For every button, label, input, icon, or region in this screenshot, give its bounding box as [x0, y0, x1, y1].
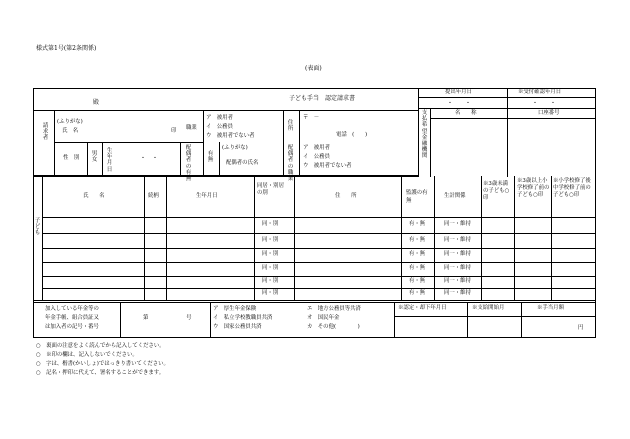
pension-option-e[interactable]: エ 地方公務員等共済 — [307, 306, 361, 312]
col-child-address: 住 所 — [335, 193, 357, 199]
sex-values[interactable]: 男女 — [91, 151, 98, 164]
sex-label: 性 別 — [63, 155, 80, 161]
row1-custody[interactable]: 有・無 — [409, 221, 426, 227]
phone-label[interactable]: 電話 ( ) — [336, 132, 368, 138]
row3-livelihood[interactable]: 同一・維持 — [444, 251, 471, 257]
addressee-label: 殿 — [93, 99, 100, 106]
row6-livelihood[interactable]: 同一・維持 — [444, 290, 471, 296]
bank-name-label: 名 称 — [455, 110, 477, 116]
col-child-name: 氏 名 — [83, 193, 105, 199]
pension-option-ka[interactable]: カ その他( ) — [307, 324, 360, 330]
pension-label-line3: は加入者の記号・番号 — [45, 324, 99, 330]
claimant-furigana-label: (ふりがな) — [57, 119, 83, 125]
monthly-amount-label: ※手当月額 — [537, 305, 564, 311]
pension-label-line1: 加入している年金等の — [45, 306, 99, 312]
row2-custody[interactable]: 有・無 — [409, 237, 426, 243]
claimant-name-label: 氏 名 — [62, 128, 79, 134]
form-side-label: (表面) — [305, 65, 322, 72]
pension-number-field[interactable]: 第 号 — [143, 315, 192, 321]
row3-custody[interactable]: 有・無 — [409, 251, 426, 257]
submit-date-value[interactable]: ・ ・ — [447, 100, 472, 107]
form-number: 様式第1号(第2条関係) — [36, 45, 97, 52]
col-livelihood: 生計関係 — [444, 193, 466, 199]
row6-cohabit[interactable]: 同・別 — [262, 290, 279, 296]
claimant-occupation-option-u[interactable]: ウ 被用者でない者 — [206, 133, 255, 139]
col-birth-date: 生年月日 — [196, 193, 218, 199]
payment-start-label: ※支給開始月 — [472, 305, 505, 311]
claimant-address-label: 住所 — [287, 120, 294, 133]
pension-option-i[interactable]: イ 私立学校教職員共済 — [213, 315, 273, 321]
bank-vertical-label: 支払希望金融機関 — [421, 110, 428, 160]
spouse-occupation-option-u[interactable]: ウ 被用者でない者 — [303, 163, 352, 169]
spouse-occupation-option-i[interactable]: イ 公務員 — [303, 154, 330, 160]
row5-livelihood[interactable]: 同一・維持 — [444, 278, 471, 284]
bank-account-label: 口座番号 — [538, 110, 560, 116]
submit-date-label: 提出年月日 — [445, 89, 472, 95]
spouse-furigana-label: (ふりがな) — [222, 145, 248, 151]
received-date-value: ・ ・ — [532, 100, 557, 107]
spouse-presence-value[interactable]: 有無 — [207, 151, 214, 164]
claimant-occupation-option-i[interactable]: イ 公務員 — [206, 124, 233, 130]
form-title: 子ども手当 認定請求書 — [289, 95, 356, 102]
col-cohabitation: 同居・別居の別 — [257, 183, 284, 196]
spouse-presence-label: 配偶者の有無 — [185, 145, 192, 183]
row4-cohabit[interactable]: 同・別 — [262, 265, 279, 271]
col-before-elementary: ※3歳以上小学校修了前の子ども○印 — [517, 178, 550, 198]
col-under-3: ※3歳未満の子ども○印 — [483, 181, 510, 201]
row2-cohabit[interactable]: 同・別 — [262, 237, 279, 243]
birth-label: 生年月日 — [106, 148, 113, 173]
note-1: ○ 裏面の注意をよく読んでから記入してください。 — [36, 343, 165, 349]
claimant-occupation-option-a[interactable]: ア 被用者 — [206, 115, 233, 121]
row4-livelihood[interactable]: 同一・維持 — [444, 265, 471, 271]
spouse-name-label: 配偶者の氏名 — [226, 160, 259, 166]
row5-custody[interactable]: 有・無 — [409, 278, 426, 284]
claimant-vertical-label: 請求者 — [42, 123, 49, 142]
col-custody: 監護の有 無 — [406, 190, 433, 204]
note-2: ○ ※印の欄は、記入しないでください。 — [36, 352, 138, 358]
row5-cohabit[interactable]: 同・別 — [262, 278, 279, 284]
birth-date-dots[interactable]: ・ ・ — [140, 155, 159, 162]
claimant-occupation-label: 職業 — [186, 125, 197, 131]
row6-custody[interactable]: 有・無 — [409, 290, 426, 296]
pension-label-line2: 年金手帳、組合員証又 — [45, 315, 99, 321]
postal-mark[interactable]: 〒 － — [303, 115, 320, 121]
row2-livelihood[interactable]: 同一・維持 — [444, 237, 471, 243]
cert-date-label: ※認定・却下年月日 — [398, 305, 447, 311]
col-relation: 続柄 — [148, 193, 159, 199]
row1-livelihood[interactable]: 同一・維持 — [444, 221, 471, 227]
note-3: ○ 字は、楷書(かいしょ)ではっきり書いてください。 — [36, 361, 169, 367]
received-date-label: ※受付確認年月日 — [518, 89, 562, 95]
row3-cohabit[interactable]: 同・別 — [262, 251, 279, 257]
children-vertical-label: 子ども — [34, 218, 41, 237]
row4-custody[interactable]: 有・無 — [409, 265, 426, 271]
pension-option-u[interactable]: ウ 国家公務員共済 — [213, 324, 262, 330]
row1-cohabit[interactable]: 同・別 — [262, 221, 279, 227]
spouse-occupation-option-a[interactable]: ア 被用者 — [303, 145, 330, 151]
col-after-elementary: ※小学校修了後中学校修了前の子ども○印 — [553, 178, 591, 198]
claimant-seal: 印 — [171, 128, 177, 134]
yen-unit: 円 — [578, 325, 584, 331]
note-4: ○ 記名・押印に代えて、署名することができます。 — [36, 370, 165, 376]
spouse-occupation-label: 配偶者の職業 — [287, 145, 294, 183]
pension-option-a[interactable]: ア 厚生年金保険 — [213, 306, 257, 312]
pension-option-o[interactable]: オ 国民年金 — [307, 315, 340, 321]
